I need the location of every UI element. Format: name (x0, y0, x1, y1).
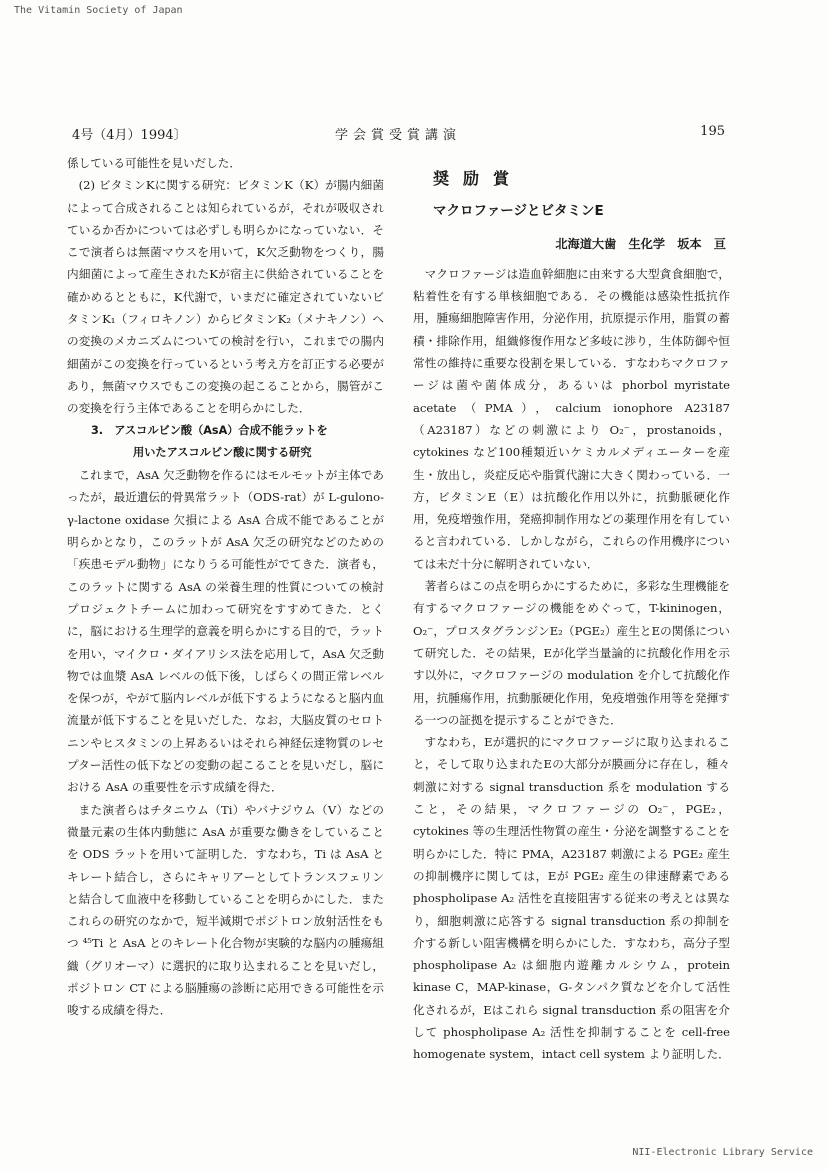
award-heading: 奨励賞 (433, 169, 524, 188)
paragraph: 係している可能性を見いだした． (67, 156, 241, 170)
paragraph: マクロファージは造血幹細胞に由来する大型貪食細胞で，粘着性を有する単核細胞である．その機能は感染性抵抗作用，腫瘍細胞障害作用，分泌作用，抗原提示作用，脂質の蓄積・排除作用，組織修復作用など多岐に渉り，生体防御や恒常性の維持に重要な役割を果している．すなわちマクロファージは菌や菌体成分，あるいは phorbol myristate acetate（PMA），calcium ionophore A23187（A23187）などの刺激により O₂⁻，prostanoids，cytokines など100種類近いケミカルメディエーターを産生・放出し，炎症反応や脂質代謝に大きく関わっている．一方，ビタミンE（E）は抗酸化作用以外に，抗動脈硬化作用，免疫増強作用，発癌抑制作用などの薬理作用を有していると言われている．しかしながら，これらの作用機序については未だ十分に解明されていない． (413, 266, 730, 571)
watermark-bottom: NII-Electronic Library Service (632, 1147, 813, 1158)
left-column (67, 152, 384, 1022)
article-title: マクロファージとビタミンE (433, 203, 604, 220)
section-heading: 3. アスコルビン酸（AsA）合成不能ラットを (91, 423, 328, 437)
header-section: 学会賞受賞講演 (335, 128, 462, 143)
watermark-top: The Vitamin Society of Japan (14, 5, 183, 16)
section-heading-cont: 用いたアスコルビン酸に関する研究 (133, 445, 312, 459)
paragraph: また演者らはチタニウム（Ti）やバナジウム（V）などの微量元素の生体内動態に AsA が重要な働きをしていることを ODS ラットを用いて証明した．すなわち，Ti は AsA とキレート結合し，さらにキャリアーとしてトランスフェリンと結合して血液中を移動していることを明らかにした．またこれらの研究のなかで，短半減期でポジトロン放射活性をもつ ⁴⁵Ti と AsA とのキレート化合物が実験的な脳内の腫瘍組織（グリオーマ）に選択的に取り込まれることを見いだし，ポジトロン CT による脳腫瘍の診断に応用できる可能性を示唆する成績を得た． (67, 802, 384, 1018)
paragraph: すなわち，Eが選択的にマクロファージに取り込まれること，そして取り込まれたEの大部分が膜画分に存在し，種々刺激に対する signal transduction 系を modulation すること，その結果，マクロファージの O₂⁻，PGE₂，cytokines 等の生理活性物質の産生・分泌を調整することを明らかにした．特に PMA，A23187 刺激による PGE₂ 産生の抑制機序に関しては，Eが PGE₂ 産生の律速酵素である phospholipase A₂ 活性を直接阻害する従来の考えとは異なり，細胞刺激に応答する signal transduction 系の抑制を介する新しい阻害機構を明らかにした．すなわち，高分子型 phospholipase A₂ は細胞内遊離カルシウム，protein kinase C，MAP-kinase，G-タンパク質などを介して活性化されるが，Eはこれら signal transduction 系の阻害を介して phospholipase A₂ 活性を抑制することを cell-free homogenate system，intact cell system より証明した． (413, 735, 730, 1062)
paragraph: これまで，AsA 欠乏動物を作るにはモルモットが主体であったが，最近遺伝的骨異常ラット（ODS-rat）が L-gulono-γ-lactone oxidase 欠損による AsA 合成不能であることが明らかとなり，このラットが AsA 欠乏の研究などのための「疾患モデル動物」になりうる可能性がでてきた．演者も，このラットに関する AsA の栄養生理的性質についての検討プロジェクトチームに加わって研究をすすめてきた．とくに，脳における生理学的意義を明らかにする目的で，ラットを用い，マイクロ・ダイアリシス法を応用して，AsA 欠乏動物では血漿 AsA レベルの低下後，しばらくの間正常レベルを保つが，やがて脳内レベルが低下するようになると脳内血流量が低下することを見いだした．なお，大脳皮質のセロトニンやヒスタミンの上昇あるいはそれら神経伝達物質のレセプター活性の低下などの変動の起こることを見いだし，脳における AsA の重要性を示す成績を得た． (67, 468, 384, 795)
author-line: 北海道大歯 生化学 坂本 亘 (555, 236, 726, 251)
page-number: 195 (700, 124, 725, 139)
paragraph: (2) ビタミンKに関する研究：ビタミンK（K）が腸内細菌によって合成されることは知られているが，それが吸収されているか否かについては必ずしも明らかになっていない．そこで演者らは無菌マウスを用いて，K欠乏動物をつくり，腸内細菌によって産生されたKが宿主に供給されていることを確かめるとともに，K代謝で，いまだに確定されていないビタミンK₁（フィロキノン）からビタミンK₂（メナキノン）への変換のメカニズムについての検討を行い，これまでの腸内細菌がこの変換を行っているという考え方を訂正する必要があり，無菌マウスでもこの変換の起こることから，腸管がこの変換を行う主体であることを明らかにした． (67, 178, 384, 416)
paragraph: 著者らはこの点を明らかにするために，多彩な生理機能を有するマクロファージの機能をめぐって，T-kininogen，O₂⁻，プロスタグランジンE₂（PGE₂）産生とEの関係について研究した．その結果，Eが化学当量論的に抗酸化作用を示す以外に，マクロファージの modulation を介して抗酸化作用，抗腫瘍作用，抗動脈硬化作用，免疫増強作用等を発揮する一つの証拠を提示することができた． (413, 579, 730, 727)
right-column (413, 168, 730, 1066)
header-issue: 4号（4月）1994〕 (72, 128, 187, 143)
